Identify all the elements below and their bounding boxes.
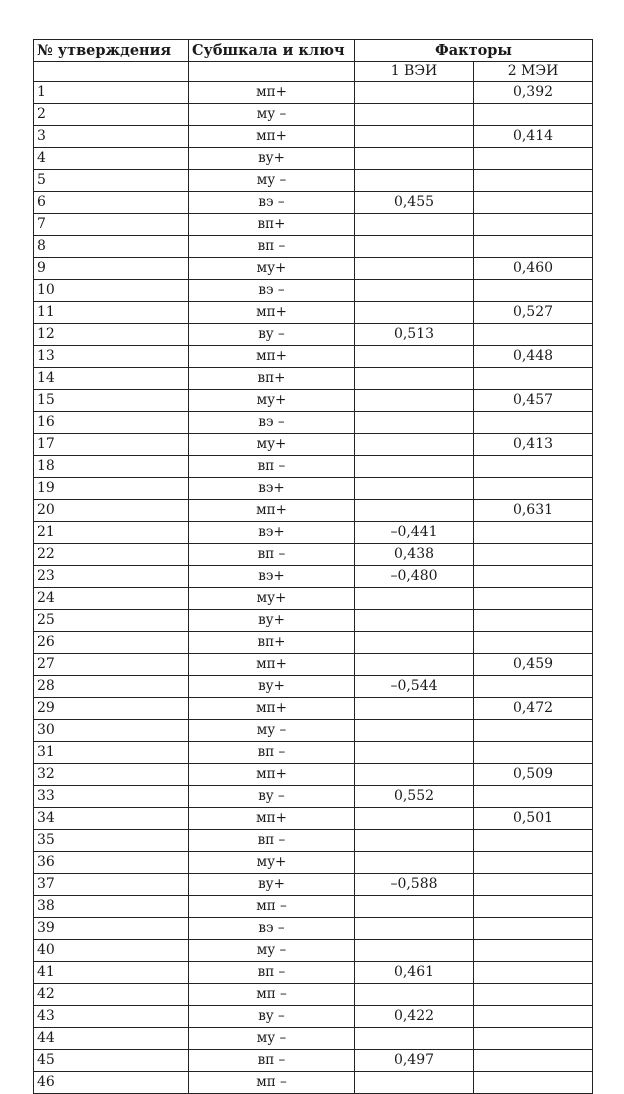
factor-2-cell	[474, 984, 593, 1006]
factor-1-cell	[355, 236, 474, 258]
factor-1-cell	[355, 390, 474, 412]
factor-1-cell	[355, 632, 474, 654]
statement-number-cell: 27	[34, 654, 189, 676]
factor-1-cell	[355, 412, 474, 434]
factor-1-cell	[355, 104, 474, 126]
table-row	[34, 1072, 593, 1094]
subheader-empty-2	[189, 62, 355, 82]
factor-2-cell	[474, 236, 593, 258]
factor-1-cell: 0,422	[355, 1006, 474, 1028]
statement-number-cell: 46	[34, 1072, 189, 1094]
table-row	[34, 522, 593, 544]
factor-1-cell: 0,461	[355, 962, 474, 984]
statement-number-cell: 3	[34, 126, 189, 148]
factor-2-cell	[474, 148, 593, 170]
factor-1-cell: –0,544	[355, 676, 474, 698]
factor-loadings-table	[33, 39, 593, 1094]
factor-2-cell	[474, 522, 593, 544]
statement-number-cell: 33	[34, 786, 189, 808]
subscale-key-cell: му –	[189, 104, 355, 126]
subscale-key-cell: вп+	[189, 214, 355, 236]
factor-1-cell	[355, 500, 474, 522]
subscale-key-cell: ву+	[189, 874, 355, 896]
subscale-key-cell: мп+	[189, 654, 355, 676]
statement-number-cell: 11	[34, 302, 189, 324]
subscale-key-cell: вп+	[189, 368, 355, 390]
factor-1-cell	[355, 940, 474, 962]
statement-number-cell: 29	[34, 698, 189, 720]
statement-number-cell: 39	[34, 918, 189, 940]
table-row	[34, 192, 593, 214]
factor-1-cell: –0,441	[355, 522, 474, 544]
subscale-key-cell: мп+	[189, 500, 355, 522]
factor-1-cell	[355, 456, 474, 478]
factor-1-cell	[355, 698, 474, 720]
subscale-key-cell: мп+	[189, 808, 355, 830]
factor-1-cell	[355, 434, 474, 456]
factor-2-cell	[474, 456, 593, 478]
factor-2-cell	[474, 478, 593, 500]
factor-1-cell	[355, 302, 474, 324]
statement-number-cell: 16	[34, 412, 189, 434]
factor-2-cell: 0,414	[474, 126, 593, 148]
factor-1-cell	[355, 610, 474, 632]
statement-number-cell: 31	[34, 742, 189, 764]
factor-2-cell: 0,527	[474, 302, 593, 324]
factor-1-cell: 0,552	[355, 786, 474, 808]
table-row	[34, 544, 593, 566]
statement-number-cell: 18	[34, 456, 189, 478]
table-row	[34, 346, 593, 368]
factor-1-cell	[355, 830, 474, 852]
factor-2-cell	[474, 324, 593, 346]
factor-table-container	[33, 39, 592, 1094]
subscale-key-cell: ву –	[189, 1006, 355, 1028]
statement-number-cell: 32	[34, 764, 189, 786]
table-row	[34, 500, 593, 522]
factor-1-cell	[355, 82, 474, 104]
factor-2-cell	[474, 412, 593, 434]
factor-2-cell	[474, 918, 593, 940]
factor-1-cell: 0,438	[355, 544, 474, 566]
factor-2-cell	[474, 588, 593, 610]
subscale-key-cell: мп+	[189, 698, 355, 720]
subscale-key-cell: ву –	[189, 786, 355, 808]
statement-number-cell: 10	[34, 280, 189, 302]
table-row	[34, 258, 593, 280]
factor-2-cell: 0,413	[474, 434, 593, 456]
statement-number-cell: 36	[34, 852, 189, 874]
subscale-key-cell: вп+	[189, 632, 355, 654]
factor-2-cell: 0,392	[474, 82, 593, 104]
statement-number-cell: 2	[34, 104, 189, 126]
factor-1-cell	[355, 742, 474, 764]
table-row	[34, 302, 593, 324]
factor-2-cell	[474, 1006, 593, 1028]
table-row	[34, 324, 593, 346]
statement-number-cell: 6	[34, 192, 189, 214]
statement-number-cell: 38	[34, 896, 189, 918]
subscale-key-cell: вп –	[189, 1050, 355, 1072]
subscale-key-cell: вэ+	[189, 478, 355, 500]
factor-1-cell	[355, 984, 474, 1006]
statement-number-cell: 40	[34, 940, 189, 962]
factor-1-cell	[355, 478, 474, 500]
factor-2-cell	[474, 874, 593, 896]
table-row	[34, 1006, 593, 1028]
table-row	[34, 742, 593, 764]
table-row	[34, 764, 593, 786]
header-factors: Факторы	[355, 40, 593, 62]
factor-2-cell	[474, 610, 593, 632]
subscale-key-cell: вэ+	[189, 522, 355, 544]
statement-number-cell: 23	[34, 566, 189, 588]
subscale-key-cell: му –	[189, 940, 355, 962]
table-row	[34, 412, 593, 434]
factor-1-cell	[355, 346, 474, 368]
table-row	[34, 984, 593, 1006]
subscale-key-cell: му+	[189, 390, 355, 412]
table-row	[34, 368, 593, 390]
subscale-key-cell: ву+	[189, 148, 355, 170]
table-row	[34, 126, 593, 148]
factor-1-cell	[355, 588, 474, 610]
table-row	[34, 588, 593, 610]
table-row	[34, 676, 593, 698]
factor-1-cell	[355, 918, 474, 940]
statement-number-cell: 12	[34, 324, 189, 346]
subscale-key-cell: ву –	[189, 324, 355, 346]
table-row	[34, 456, 593, 478]
statement-number-cell: 24	[34, 588, 189, 610]
statement-number-cell: 35	[34, 830, 189, 852]
factor-2-cell	[474, 676, 593, 698]
table-row	[34, 940, 593, 962]
factor-2-cell	[474, 852, 593, 874]
factor-1-cell: 0,513	[355, 324, 474, 346]
statement-number-cell: 14	[34, 368, 189, 390]
factor-2-cell	[474, 214, 593, 236]
factor-1-cell	[355, 214, 474, 236]
table-body	[34, 82, 593, 1094]
table-row	[34, 478, 593, 500]
table-row	[34, 962, 593, 984]
subscale-key-cell: му –	[189, 720, 355, 742]
subscale-key-cell: мп+	[189, 82, 355, 104]
factor-1-cell	[355, 720, 474, 742]
table-row	[34, 852, 593, 874]
table-row	[34, 104, 593, 126]
subscale-key-cell: му+	[189, 588, 355, 610]
statement-number-cell: 4	[34, 148, 189, 170]
factor-2-cell	[474, 192, 593, 214]
factor-1-cell	[355, 126, 474, 148]
factor-2-cell	[474, 1028, 593, 1050]
subscale-key-cell: ву+	[189, 610, 355, 632]
factor-1-cell	[355, 654, 474, 676]
subscale-key-cell: мп –	[189, 896, 355, 918]
factor-2-cell: 0,509	[474, 764, 593, 786]
subscale-key-cell: мп –	[189, 1072, 355, 1094]
factor-1-cell	[355, 148, 474, 170]
statement-number-cell: 5	[34, 170, 189, 192]
factor-2-cell	[474, 566, 593, 588]
statement-number-cell: 21	[34, 522, 189, 544]
subscale-key-cell: му+	[189, 434, 355, 456]
factor-2-cell	[474, 940, 593, 962]
table-row	[34, 786, 593, 808]
table-row	[34, 1050, 593, 1072]
statement-number-cell: 37	[34, 874, 189, 896]
table-row	[34, 808, 593, 830]
statement-number-cell: 26	[34, 632, 189, 654]
factor-2-cell: 0,448	[474, 346, 593, 368]
statement-number-cell: 43	[34, 1006, 189, 1028]
subscale-key-cell: му –	[189, 1028, 355, 1050]
factor-2-cell	[474, 170, 593, 192]
statement-number-cell: 17	[34, 434, 189, 456]
factor-2-cell: 0,460	[474, 258, 593, 280]
table-row	[34, 1028, 593, 1050]
statement-number-cell: 9	[34, 258, 189, 280]
table-row	[34, 654, 593, 676]
header-statement-number: № утверждения	[34, 40, 189, 62]
statement-number-cell: 20	[34, 500, 189, 522]
factor-2-cell: 0,501	[474, 808, 593, 830]
statement-number-cell: 7	[34, 214, 189, 236]
statement-number-cell: 42	[34, 984, 189, 1006]
factor-2-cell	[474, 280, 593, 302]
subscale-key-cell: вп –	[189, 236, 355, 258]
factor-2-cell	[474, 742, 593, 764]
subheader-factor-1: 1 ВЭИ	[355, 62, 474, 82]
subheader-empty-1	[34, 62, 189, 82]
table-row	[34, 434, 593, 456]
subscale-key-cell: мп –	[189, 984, 355, 1006]
table-row	[34, 148, 593, 170]
table-row	[34, 390, 593, 412]
statement-number-cell: 15	[34, 390, 189, 412]
statement-number-cell: 25	[34, 610, 189, 632]
factor-2-cell	[474, 632, 593, 654]
table-subheader-row	[34, 62, 593, 82]
factor-2-cell	[474, 962, 593, 984]
statement-number-cell: 34	[34, 808, 189, 830]
table-row	[34, 720, 593, 742]
factor-2-cell	[474, 830, 593, 852]
subscale-key-cell: вп –	[189, 456, 355, 478]
subscale-key-cell: вп –	[189, 830, 355, 852]
table-row	[34, 236, 593, 258]
factor-2-cell	[474, 786, 593, 808]
factor-2-cell	[474, 720, 593, 742]
subscale-key-cell: ву+	[189, 676, 355, 698]
factor-1-cell	[355, 896, 474, 918]
statement-number-cell: 41	[34, 962, 189, 984]
factor-2-cell: 0,459	[474, 654, 593, 676]
table-row	[34, 214, 593, 236]
subscale-key-cell: му –	[189, 170, 355, 192]
factor-2-cell	[474, 1050, 593, 1072]
factor-1-cell: 0,455	[355, 192, 474, 214]
subscale-key-cell: му+	[189, 258, 355, 280]
statement-number-cell: 8	[34, 236, 189, 258]
table-row	[34, 610, 593, 632]
factor-2-cell	[474, 368, 593, 390]
subscale-key-cell: вэ –	[189, 280, 355, 302]
factor-2-cell: 0,472	[474, 698, 593, 720]
subscale-key-cell: вп –	[189, 544, 355, 566]
factor-1-cell	[355, 808, 474, 830]
factor-1-cell	[355, 1072, 474, 1094]
statement-number-cell: 44	[34, 1028, 189, 1050]
subheader-factor-2: 2 МЭИ	[474, 62, 593, 82]
table-row	[34, 566, 593, 588]
factor-2-cell	[474, 1072, 593, 1094]
statement-number-cell: 22	[34, 544, 189, 566]
table-row	[34, 632, 593, 654]
subscale-key-cell: вп –	[189, 962, 355, 984]
table-row	[34, 918, 593, 940]
subscale-key-cell: вэ –	[189, 192, 355, 214]
factor-2-cell: 0,631	[474, 500, 593, 522]
subscale-key-cell: мп+	[189, 346, 355, 368]
statement-number-cell: 30	[34, 720, 189, 742]
table-row	[34, 170, 593, 192]
factor-1-cell	[355, 258, 474, 280]
subscale-key-cell: му+	[189, 852, 355, 874]
factor-1-cell	[355, 280, 474, 302]
factor-2-cell	[474, 896, 593, 918]
factor-1-cell: 0,497	[355, 1050, 474, 1072]
factor-1-cell: –0,480	[355, 566, 474, 588]
factor-1-cell	[355, 170, 474, 192]
subscale-key-cell: вп –	[189, 742, 355, 764]
subscale-key-cell: мп+	[189, 126, 355, 148]
factor-1-cell: –0,588	[355, 874, 474, 896]
table-row	[34, 698, 593, 720]
table-row	[34, 896, 593, 918]
factor-1-cell	[355, 852, 474, 874]
factor-2-cell	[474, 104, 593, 126]
table-row	[34, 280, 593, 302]
subscale-key-cell: вэ+	[189, 566, 355, 588]
factor-1-cell	[355, 368, 474, 390]
factor-2-cell	[474, 544, 593, 566]
table-row	[34, 874, 593, 896]
table-header-row	[34, 40, 593, 62]
statement-number-cell: 1	[34, 82, 189, 104]
table-row	[34, 830, 593, 852]
factor-1-cell	[355, 1028, 474, 1050]
factor-2-cell: 0,457	[474, 390, 593, 412]
statement-number-cell: 13	[34, 346, 189, 368]
subscale-key-cell: вэ –	[189, 918, 355, 940]
statement-number-cell: 19	[34, 478, 189, 500]
table-row	[34, 82, 593, 104]
subscale-key-cell: вэ –	[189, 412, 355, 434]
factor-1-cell	[355, 764, 474, 786]
statement-number-cell: 28	[34, 676, 189, 698]
subscale-key-cell: мп+	[189, 764, 355, 786]
subscale-key-cell: мп+	[189, 302, 355, 324]
statement-number-cell: 45	[34, 1050, 189, 1072]
header-subscale-key: Субшкала и ключ	[189, 40, 355, 62]
